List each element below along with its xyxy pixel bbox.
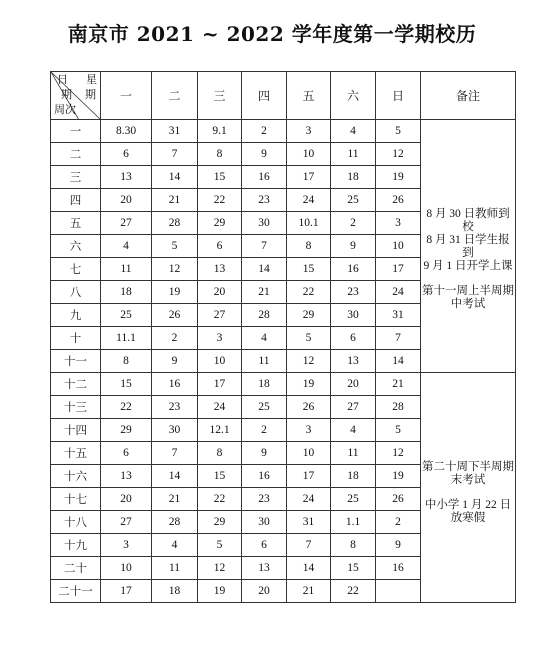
- week-number-cell: 九: [51, 304, 101, 327]
- date-cell: 18: [331, 465, 376, 488]
- date-cell: 31: [376, 304, 421, 327]
- notes-cell: [421, 373, 516, 603]
- date-cell: 4: [331, 419, 376, 442]
- date-cell: 10: [287, 143, 331, 166]
- date-cell: 4: [331, 120, 376, 143]
- date-cell: 20: [101, 189, 152, 212]
- date-cell: 9: [376, 534, 421, 557]
- notes-header: 备注: [421, 72, 516, 120]
- week-row: [51, 373, 516, 396]
- date-cell: 6: [242, 534, 287, 557]
- date-cell: 31: [152, 120, 198, 143]
- week-row: [51, 120, 516, 143]
- corner-header-cell: [51, 72, 101, 120]
- week-number-cell: 八: [51, 281, 101, 304]
- note-line: 8 月 31 日学生报到: [426, 234, 510, 259]
- date-cell: 26: [152, 304, 198, 327]
- date-cell: 9: [242, 143, 287, 166]
- date-cell: 19: [376, 166, 421, 189]
- date-cell: 25: [331, 488, 376, 511]
- week-number-cell: 十七: [51, 488, 101, 511]
- date-cell: 11: [242, 350, 287, 373]
- date-cell: 13: [101, 166, 152, 189]
- date-cell: 20: [331, 373, 376, 396]
- week-number-cell: 二十: [51, 557, 101, 580]
- date-cell: 30: [152, 419, 198, 442]
- week-number-cell: 十一: [51, 350, 101, 373]
- date-cell: 14: [287, 557, 331, 580]
- date-cell: 26: [287, 396, 331, 419]
- date-cell: 28: [242, 304, 287, 327]
- corner-label: 日: [57, 74, 68, 86]
- date-cell: 30: [331, 304, 376, 327]
- date-cell: 23: [331, 281, 376, 304]
- date-cell: 28: [152, 212, 198, 235]
- date-cell: 11: [331, 442, 376, 465]
- date-cell: 10.1: [287, 212, 331, 235]
- note-spacer: [421, 273, 515, 285]
- date-cell: 14: [152, 465, 198, 488]
- week-number-cell: 十: [51, 327, 101, 350]
- date-cell: 2: [152, 327, 198, 350]
- week-number-cell: 十三: [51, 396, 101, 419]
- date-cell: 8: [198, 143, 242, 166]
- date-cell: 20: [242, 580, 287, 603]
- note-line: 9 月 1 日开学上课: [423, 260, 513, 272]
- date-cell: 7: [152, 143, 198, 166]
- date-cell: 22: [198, 189, 242, 212]
- date-cell: 3: [101, 534, 152, 557]
- date-cell: 8.30: [101, 120, 152, 143]
- date-cell: 5: [152, 235, 198, 258]
- date-cell: 11: [101, 258, 152, 281]
- date-cell: 12: [376, 442, 421, 465]
- week-number-cell: 十四: [51, 419, 101, 442]
- date-cell: 25: [101, 304, 152, 327]
- note-line: 中小学 1 月 22 日: [424, 499, 512, 511]
- date-cell: 6: [101, 143, 152, 166]
- date-cell: 17: [198, 373, 242, 396]
- date-cell: 27: [198, 304, 242, 327]
- date-cell: 20: [101, 488, 152, 511]
- date-cell: 21: [152, 488, 198, 511]
- date-cell: 21: [152, 189, 198, 212]
- date-cell: 19: [376, 465, 421, 488]
- day-header: 日: [376, 72, 421, 120]
- date-cell: 30: [242, 511, 287, 534]
- date-cell: 22: [101, 396, 152, 419]
- date-cell: 22: [198, 488, 242, 511]
- date-cell: 21: [242, 281, 287, 304]
- date-cell: 16: [331, 258, 376, 281]
- date-cell: 6: [101, 442, 152, 465]
- week-number-cell: 四: [51, 189, 101, 212]
- date-cell: 22: [287, 281, 331, 304]
- date-cell: 2: [242, 419, 287, 442]
- date-cell: 25: [331, 189, 376, 212]
- date-cell: 23: [242, 189, 287, 212]
- week-number-cell: 十九: [51, 534, 101, 557]
- date-cell: 22: [331, 580, 376, 603]
- date-cell: 29: [287, 304, 331, 327]
- date-cell: 17: [287, 166, 331, 189]
- corner-label: 星: [86, 74, 97, 86]
- date-cell: 14: [242, 258, 287, 281]
- date-cell: 1.1: [331, 511, 376, 534]
- date-cell: 13: [198, 258, 242, 281]
- date-cell: 11: [152, 557, 198, 580]
- calendar-body: [51, 120, 516, 603]
- date-cell: 8: [198, 442, 242, 465]
- day-header: 五: [287, 72, 331, 120]
- date-cell: 4: [101, 235, 152, 258]
- date-cell: 2: [242, 120, 287, 143]
- day-header: 四: [242, 72, 287, 120]
- week-number-cell: 二十一: [51, 580, 101, 603]
- date-cell: 12: [287, 350, 331, 373]
- date-cell: 19: [198, 580, 242, 603]
- date-cell: 23: [242, 488, 287, 511]
- date-cell: 12: [376, 143, 421, 166]
- corner-label: 周次: [54, 104, 76, 116]
- date-cell: 28: [152, 511, 198, 534]
- date-cell: 24: [287, 189, 331, 212]
- week-number-cell: 一: [51, 120, 101, 143]
- date-cell: 24: [376, 281, 421, 304]
- week-number-cell: 十八: [51, 511, 101, 534]
- date-cell: 14: [152, 166, 198, 189]
- date-cell: 5: [376, 419, 421, 442]
- date-cell: 24: [198, 396, 242, 419]
- date-cell: 28: [376, 396, 421, 419]
- date-cell: 6: [331, 327, 376, 350]
- date-cell: 26: [376, 488, 421, 511]
- date-cell: 23: [152, 396, 198, 419]
- note-line: 第二十周下半周期: [422, 461, 514, 473]
- header-row: [51, 72, 516, 120]
- date-cell: 18: [152, 580, 198, 603]
- date-cell: 20: [198, 281, 242, 304]
- week-number-cell: 七: [51, 258, 101, 281]
- date-cell: 8: [287, 235, 331, 258]
- date-cell: 19: [152, 281, 198, 304]
- date-cell: 8: [101, 350, 152, 373]
- date-cell: 6: [198, 235, 242, 258]
- date-cell: 13: [242, 557, 287, 580]
- date-cell: 7: [152, 442, 198, 465]
- day-header: 一: [101, 72, 152, 120]
- date-cell: 18: [242, 373, 287, 396]
- date-cell: 3: [198, 327, 242, 350]
- date-cell: 10: [198, 350, 242, 373]
- date-cell: 29: [101, 419, 152, 442]
- date-cell: 13: [101, 465, 152, 488]
- page-title: 南京市 2021 ~ 2022 学年度第一学期校历: [67, 22, 477, 46]
- week-number-cell: 二: [51, 143, 101, 166]
- date-cell: 15: [101, 373, 152, 396]
- date-cell: 16: [152, 373, 198, 396]
- date-cell: 15: [331, 557, 376, 580]
- date-cell: 16: [242, 166, 287, 189]
- date-cell: 11.1: [101, 327, 152, 350]
- date-cell: 30: [242, 212, 287, 235]
- date-cell: 9: [152, 350, 198, 373]
- date-cell: 24: [287, 488, 331, 511]
- date-cell: 3: [376, 212, 421, 235]
- note-line: 第十一周上半周期: [422, 285, 514, 297]
- date-cell: 3: [287, 120, 331, 143]
- date-cell: 9: [242, 442, 287, 465]
- date-cell: 10: [287, 442, 331, 465]
- date-cell: 10: [101, 557, 152, 580]
- note-line: 中考试: [450, 298, 486, 310]
- notes-cell: [421, 120, 516, 373]
- date-cell: 2: [376, 511, 421, 534]
- date-cell: 29: [198, 511, 242, 534]
- date-cell: 27: [101, 511, 152, 534]
- date-cell: 4: [242, 327, 287, 350]
- corner-label: 期: [61, 89, 72, 101]
- date-cell: 10: [376, 235, 421, 258]
- date-cell: 12: [198, 557, 242, 580]
- date-cell: 14: [376, 350, 421, 373]
- note-spacer: [421, 487, 515, 499]
- date-cell: 27: [331, 396, 376, 419]
- date-cell: 13: [331, 350, 376, 373]
- date-cell: 8: [331, 534, 376, 557]
- corner-label: 期: [85, 89, 96, 101]
- date-cell: 9: [331, 235, 376, 258]
- date-cell: 16: [376, 557, 421, 580]
- date-cell: [376, 580, 421, 603]
- week-number-cell: 三: [51, 166, 101, 189]
- date-cell: 5: [287, 327, 331, 350]
- week-number-cell: 十二: [51, 373, 101, 396]
- date-cell: 11: [331, 143, 376, 166]
- week-number-cell: 五: [51, 212, 101, 235]
- day-header: 二: [152, 72, 198, 120]
- date-cell: 5: [376, 120, 421, 143]
- date-cell: 25: [242, 396, 287, 419]
- date-cell: 12: [152, 258, 198, 281]
- note-line: 末考试: [450, 474, 486, 486]
- date-cell: 9.1: [198, 120, 242, 143]
- note-line: 8 月 30 日教师到校: [426, 208, 510, 233]
- date-cell: 7: [242, 235, 287, 258]
- week-number-cell: 十五: [51, 442, 101, 465]
- date-cell: 29: [198, 212, 242, 235]
- date-cell: 17: [376, 258, 421, 281]
- date-cell: 17: [101, 580, 152, 603]
- date-cell: 27: [101, 212, 152, 235]
- date-cell: 16: [242, 465, 287, 488]
- date-cell: 4: [152, 534, 198, 557]
- date-cell: 21: [376, 373, 421, 396]
- date-cell: 17: [287, 465, 331, 488]
- date-cell: 18: [101, 281, 152, 304]
- date-cell: 2: [331, 212, 376, 235]
- note-line: 放寒假: [450, 512, 486, 524]
- date-cell: 12.1: [198, 419, 242, 442]
- date-cell: 5: [198, 534, 242, 557]
- day-header: 六: [331, 72, 376, 120]
- date-cell: 31: [287, 511, 331, 534]
- week-number-cell: 六: [51, 235, 101, 258]
- week-number-cell: 十六: [51, 465, 101, 488]
- calendar-table: [50, 71, 516, 603]
- date-cell: 21: [287, 580, 331, 603]
- date-cell: 15: [198, 166, 242, 189]
- date-cell: 15: [287, 258, 331, 281]
- date-cell: 7: [376, 327, 421, 350]
- date-cell: 19: [287, 373, 331, 396]
- date-cell: 7: [287, 534, 331, 557]
- date-cell: 15: [198, 465, 242, 488]
- date-cell: 18: [331, 166, 376, 189]
- date-cell: 3: [287, 419, 331, 442]
- date-cell: 26: [376, 189, 421, 212]
- day-header: 三: [198, 72, 242, 120]
